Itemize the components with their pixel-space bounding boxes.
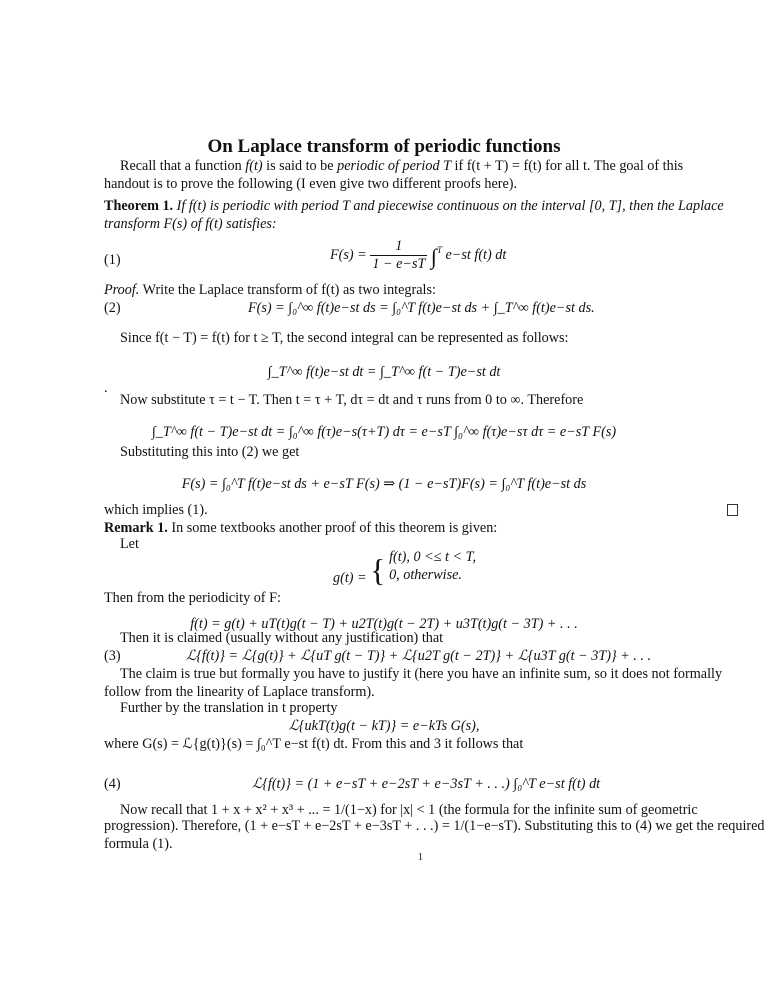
where-line: where G(s) = ℒ{g(t)}(s) = ∫₀^T e−st f(t) dt. From this and 3 it follows that [104,736,524,752]
proof-text: Write the Laplace transform of f(t) as two integrals: [139,282,436,298]
intro-text-c: if f(t + T) = f(t) for all t. The goal of this [451,158,684,174]
remark-label: Remark 1. [104,520,168,536]
eq1-upper-limit: T [436,244,442,255]
equation-number-4: (4) [104,776,121,792]
equation-translation: ℒ{ukT(t)g(t − kT)} = e−kTs G(s), [288,718,480,734]
intro-line-1 [120,158,683,175]
brace-icon: { [370,552,386,588]
recall-line-3: formula (1). [104,836,173,852]
remark-text: In some textbooks another proof of this theorem is given: [167,520,498,536]
intro-line-2: handout is to prove the following (I even give two different proofs here). [104,176,518,192]
intro-text-b: is said to be [262,158,338,174]
claim-true-line-1: The claim is true but formally you have to justify it (here you have an infinite sum, so it does not formally [120,666,723,682]
qed-box-icon [727,504,738,516]
periodicity-line: Then from the periodicity of F: [104,590,281,606]
claim-true-line-2: follow from the linearity of Laplace transform). [104,684,375,700]
equation-sum: f(t) = g(t) + uT(t)g(t − T) + u2T(t)g(t − 2T) + u3T(t)g(t − 3T) + . . . [190,616,578,632]
implies-line: which implies (1). [104,502,208,518]
claimed-line: Then it is claimed (usually without any justification) that [120,630,444,646]
eq1-rhs: e−st f(t) dt [445,246,507,263]
theorem-text: If f(t) is periodic with period T and piecewise continuous on the interval [0, T], then the Laplace [176,198,724,214]
theorem-label: Theorem 1. [104,198,174,214]
document-title: On Laplace transform of periodic functions [207,136,561,157]
eq1-lhs: F(s) = [330,246,371,263]
since-line: Since f(t − T) = f(t) for t ≥ T, the second integral can be represented as follows: [120,330,569,346]
intro-text: Recall that a function [120,158,246,174]
eq1-numerator: 1 [370,238,427,256]
integral-sign: ∫ [430,243,437,269]
eq1-fraction [370,238,427,273]
g-def-lhs: g(t) = [333,570,371,586]
proof-label: Proof. [104,282,140,298]
equation-number-3: (3) [104,648,121,664]
g-definition [333,548,477,588]
let-line: Let [120,536,139,552]
theorem-line-1 [104,198,738,215]
equation-2: F(s) = ∫₀^∞ f(t)e−st ds = ∫₀^T f(t)e−st ds + ∫_T^∞ f(t)e−st ds. [248,300,595,316]
recall-line-2: progression). Therefore, (1 + e−sT + e−2sT + e−3sT + . . .) = 1/(1−e−sT). Substituting this to (4) we get the required [104,818,765,834]
equation-result: F(s) = ∫₀^T f(t)e−st ds + e−sT F(s) ⇒ (1 − e−sT)F(s) = ∫₀^T f(t)e−st ds [181,476,587,492]
g-def-case-1: f(t), 0 <≤ t < T, [389,549,477,565]
theorem-line-2: transform F(s) of f(t) satisfies: [104,216,277,232]
g-def-case-2: 0, otherwise. [389,567,462,583]
intro-emphasis: periodic of period T [337,158,451,174]
further-line: Further by the translation in t property [120,700,338,716]
equation-number-2: (2) [104,300,121,316]
equation-number-1: (1) [104,252,121,268]
page-number: 1 [418,852,423,863]
equation-shift: ∫_T^∞ f(t)e−st dt = ∫_T^∞ f(t − T)e−st dt [267,364,501,380]
intro-fn: f(t) [245,158,263,174]
equation-3: ℒ{f(t)} = ℒ{g(t)} + ℒ{uT g(t − T)} + ℒ{u2T g(t − 2T)} + ℒ{u3T g(t − 3T)} + . . . [186,648,652,664]
proof-line [104,282,738,299]
recall-line-1: Now recall that 1 + x + x² + x³ + ... = 1/(1−x) for |x| < 1 (the formula for the infinite sum of geometric [120,802,698,818]
stray-dot: . [104,380,108,396]
equation-4: ℒ{f(t)} = (1 + e−sT + e−2sT + e−3sT + . . .) ∫₀^T e−st f(t) dt [252,776,601,792]
substitute-line: Now substitute τ = t − T. Then t = τ + T, dτ = dt and τ runs from 0 to ∞. Therefore [120,392,584,408]
equation-1 [330,238,506,273]
equation-substitution: ∫_T^∞ f(t − T)e−st dt = ∫₀^∞ f(τ)e−s(τ+T) dτ = e−sT ∫₀^∞ f(τ)e−sτ dτ = e−sT F(s) [151,424,617,440]
g-def-cases [389,548,476,584]
remark-line [104,520,738,537]
eq1-denominator: 1 − e−sT [372,256,426,272]
substituting-line: Substituting this into (2) we get [120,444,300,460]
